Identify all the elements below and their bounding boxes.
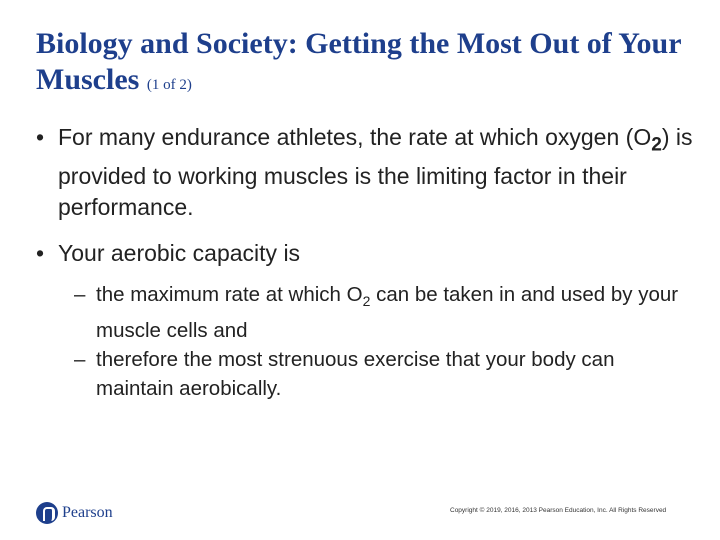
- pearson-logo-text: Pearson: [62, 504, 113, 521]
- bullet-1-text-after: ) is provided to working muscles is the limiting factor in their performance.: [58, 124, 693, 220]
- bullet-2-text: Your aerobic capacity is: [58, 240, 301, 266]
- pearson-logo: [36, 500, 113, 526]
- sub-bullet-1-subscript: 2: [362, 293, 371, 310]
- sub-bullet-2: [74, 345, 694, 403]
- sub-bullet-1: [74, 280, 694, 345]
- dash-marker: –: [74, 348, 86, 372]
- title-part: (1 of 2): [146, 77, 192, 93]
- pearson-logo-icon: [36, 502, 58, 524]
- sub-bullet-2-text: therefore the most strenuous exercise that your body can maintain aerobically.: [96, 348, 615, 401]
- slide-title: [36, 26, 696, 103]
- bullet-1-subscript: 2: [651, 134, 662, 156]
- dash-marker: –: [74, 283, 86, 306]
- bullet-1-text-before: For many endurance athletes, the rate at which oxygen (O: [58, 124, 652, 150]
- bullet-1-text: [58, 122, 698, 223]
- title-main: Biology and Society: Getting the Most Out of Your Muscles: [36, 27, 681, 96]
- copyright-notice: Copyright © 2019, 2016, 2013 Pearson Education, Inc. All Rights Reserved: [450, 507, 667, 514]
- sub-bullet-1-text-before: the maximum rate at which O: [96, 283, 363, 306]
- bullet-marker: •: [36, 124, 45, 150]
- bullet-marker: •: [36, 240, 45, 266]
- sub-bullet-1-text-after: can be taken in and used by your muscle cells and: [96, 283, 679, 343]
- sub-bullet-list: [74, 280, 694, 403]
